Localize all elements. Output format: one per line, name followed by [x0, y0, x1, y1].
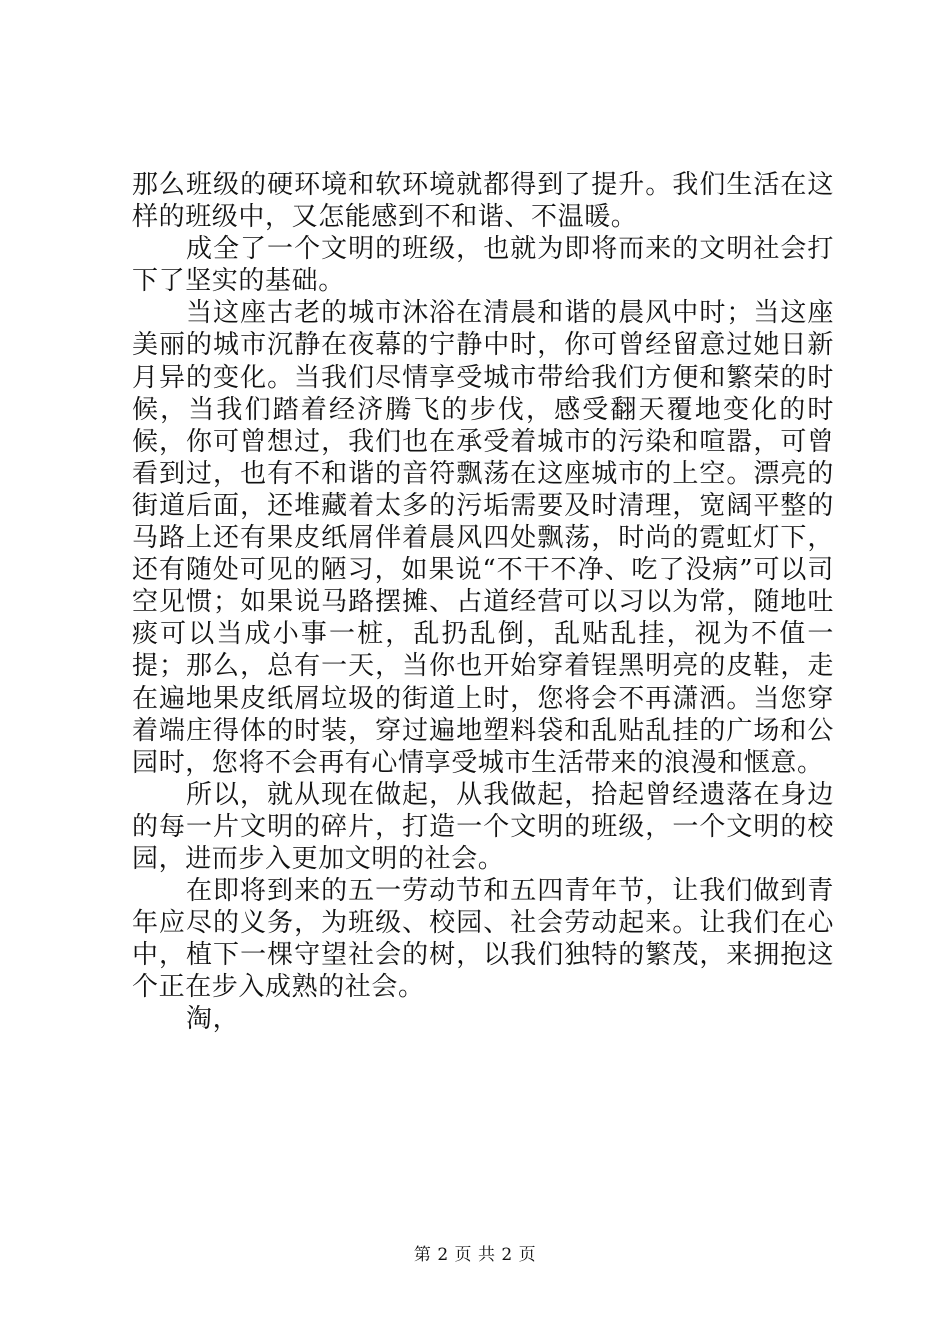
paragraph: 当这座古老的城市沐浴在清晨和谐的晨风中时；当这座美丽的城市沉静在夜幕的宁静中时，你可曾经留意过她日新月异的变化。当我们尽情享受城市带给我们方便和繁荣的时候，当我们踏着经济腾飞的步伐，感受翻天覆地变化的时候，你可曾想过，我们也在承受着城市的污染和喧嚣，可曾看到过，也有不和谐的音符飘荡在这座城市的上空。漂亮的街道后面，还堆藏着太多的污垢需要及时清理，宽阔平整的马路上还有果皮纸屑伴着晨风四处飘荡，时尚的霓虹灯下，还有随处可见的陋习，如果说“不干不净、吃了没病”可以司空见惯；如果说马路摆摊、占道经营可以习以为常，随地吐痰可以当成小事一桩，乱扔乱倒，乱贴乱挂，视为不值一提；那么，总有一天，当你也开始穿着锃黑明亮的皮鞋，走在遍地果皮纸屑垃圾的街道上时，您将会不再潇洒。当您穿着端庄得体的时装，穿过遍地塑料袋和乱贴乱挂的广场和公园时，您将不会再有心情享受城市生活带来的浪漫和惬意。 [132, 298, 834, 778]
paragraph: 淘， [186, 1004, 240, 1035]
paragraph-continuation: 那么班级的硬环境和软环境就都得到了提升。我们生活在这样的班级中，又怎能感到不和谐、不温暖。 [132, 170, 834, 233]
paragraph: 所以，就从现在做起，从我做起，拾起曾经遗落在身边的每一片文明的碎片，打造一个文明的班级，一个文明的校园，进而步入更加文明的社会。 [132, 779, 834, 874]
document-body [132, 169, 834, 1036]
paragraph: 成全了一个文明的班级，也就为即将而来的文明社会打下了坚实的基础。 [132, 234, 834, 297]
page-number-footer: 第 2 页 共 2 页 [413, 1245, 537, 1265]
paragraph: 在即将到来的五一劳动节和五四青年节，让我们做到青年应尽的义务，为班级、校园、社会劳动起来。让我们在心中，植下一棵守望社会的树，以我们独特的繁茂，来拥抱这个正在步入成熟的社会。 [132, 876, 834, 1003]
